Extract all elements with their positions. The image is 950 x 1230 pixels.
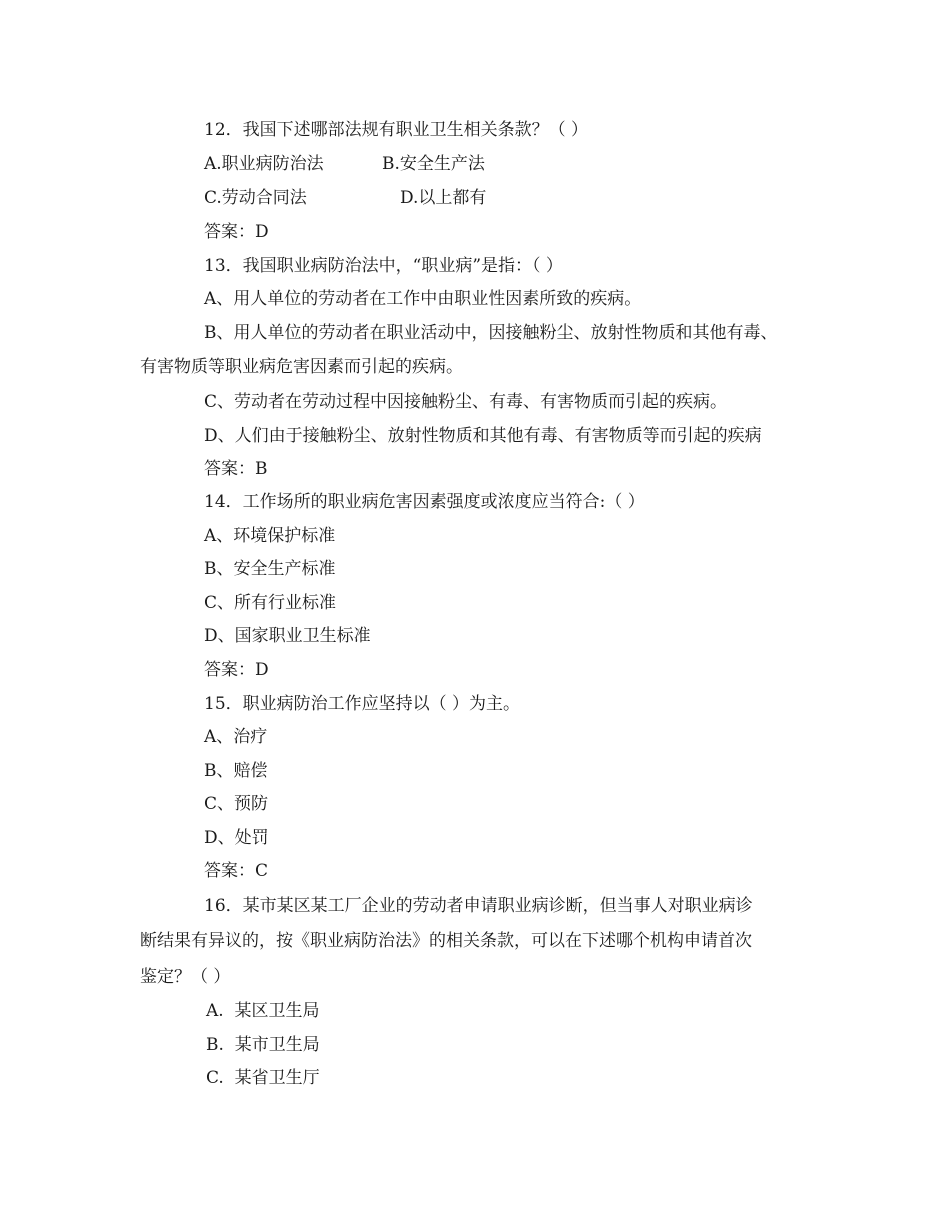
- q12-option-a: A.职业病防治法: [204, 154, 324, 174]
- question-16-line1: 16．某市某区某工厂企业的劳动者申请职业病诊断，但当事人对职业病诊: [204, 896, 753, 916]
- q13-option-d: D、人们由于接触粉尘、放射性物质和其他有毒、有害物质等而引起的疾病: [204, 426, 762, 446]
- q13-option-b-line2: 有害物质等职业病危害因素而引起的疾病。: [140, 357, 463, 377]
- q12-option-d: D.以上都有: [400, 188, 487, 208]
- q15-answer: 答案：C: [204, 861, 269, 881]
- q12-option-b: B.安全生产法: [382, 154, 485, 174]
- q13-option-b-line1: B、用人单位的劳动者在职业活动中，因接触粉尘、放射性物质和其他有毒、: [204, 323, 778, 343]
- q13-option-c: C、劳动者在劳动过程中因接触粉尘、有毒、有害物质而引起的疾病。: [204, 392, 728, 412]
- question-15: 15．职业病防治工作应坚持以（ ）为主。: [204, 694, 521, 714]
- question-16-line2: 断结果有异议的，按《职业病防治法》的相关条款，可以在下述哪个机构申请首次: [140, 931, 752, 951]
- q16-option-b: B. 某市卫生局: [206, 1035, 320, 1055]
- q14-option-d: D、国家职业卫生标准: [204, 626, 371, 646]
- q14-answer: 答案：D: [204, 660, 269, 680]
- q13-answer: 答案：B: [204, 459, 268, 479]
- q16-option-c: C. 某省卫生厅: [206, 1068, 320, 1088]
- q12-option-c: C.劳动合同法: [204, 188, 307, 208]
- q15-option-d: D、处罚: [204, 828, 269, 848]
- question-12: 12．我国下述哪部法规有职业卫生相关条款？（ ）: [204, 120, 589, 140]
- q15-option-a: A、治疗: [204, 727, 268, 747]
- q12-answer: 答案：D: [204, 222, 269, 242]
- q15-option-c: C、预防: [204, 794, 269, 814]
- q14-option-b: B、安全生产标准: [204, 559, 336, 579]
- question-14: 14．工作场所的职业病危害因素强度或浓度应当符合:（ ）: [204, 492, 645, 512]
- q15-option-b: B、赔偿: [204, 761, 268, 781]
- question-13: 13．我国职业病防治法中，“职业病”是指：（ ）: [204, 256, 563, 276]
- q14-option-c: C、所有行业标准: [204, 593, 337, 613]
- q16-option-a: A. 某区卫生局: [206, 1001, 320, 1021]
- q14-option-a: A、环境保护标准: [204, 526, 336, 546]
- question-16-line3: 鉴定？（ ）: [140, 967, 231, 987]
- q13-option-a: A、用人单位的劳动者在工作中由职业性因素所致的疾病。: [204, 289, 642, 309]
